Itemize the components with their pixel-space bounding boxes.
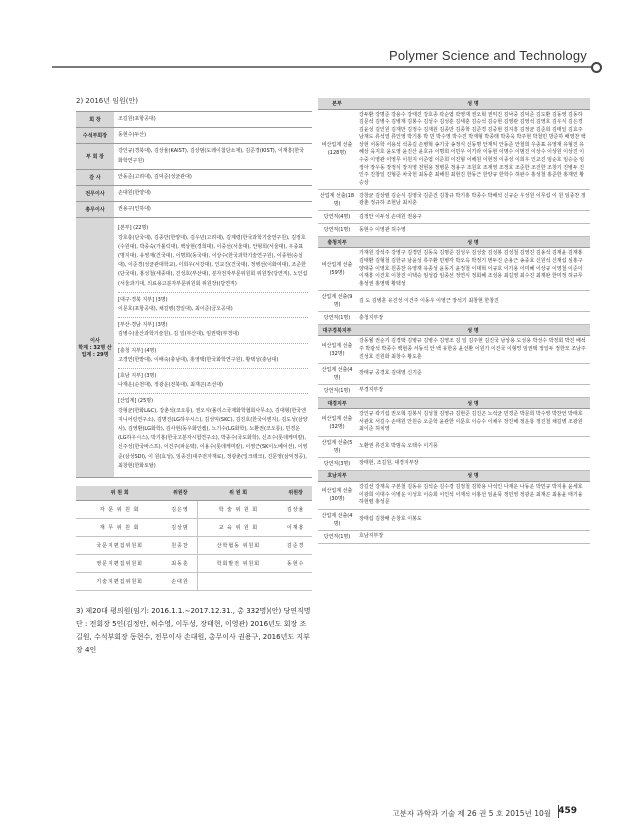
committee-chair: 김준경 [279, 536, 312, 554]
council-category: 당연직(1명) [318, 312, 356, 325]
council-category: 산업계 선출(4명) [318, 509, 356, 530]
council-names: 동현수 이영관 허수영 [356, 224, 590, 237]
council-names: 김정안 이두성 손대원 권용구 [356, 211, 590, 224]
council-header-row [318, 325, 590, 336]
directors-group-head: [부산·경남 지부] (3명) [118, 322, 168, 329]
council-names: 강길선 강재욱 구본철 김동유 김석순 김수경 김정철 김학용 나석인 나재운 나동운 박민규 박지용 윤세호 이광희 이대수 이병운 이성호 이승희 이인석 이재석 이홍선 임윤묵 정민영 정광운 최재곤 최용윤 태기융 하현렬 홍성문 [356, 481, 590, 509]
committee-name: 산학협동 위원회 [197, 536, 279, 554]
directors-group [118, 369, 308, 394]
council-row [318, 190, 590, 211]
council-row [318, 291, 590, 312]
committee-name: 교 육 위 원 회 [197, 518, 279, 536]
directors-group-head: [대구·경북 지부] (3명) [118, 296, 168, 303]
council-row [318, 530, 590, 543]
council-names: 장태섭 김창배 손창호 이봉도 [356, 509, 590, 530]
committee-chair [279, 572, 312, 590]
officer-row [76, 202, 312, 218]
directors-group [118, 394, 308, 474]
officer-label: 감 사 [76, 169, 114, 185]
directors-group [118, 221, 308, 292]
committee-header: 위 원 회 [197, 486, 279, 500]
council-names-header: 성 명 [356, 325, 590, 336]
directors-group-names: 이문호(포항공대), 채길병(경일대), 최이준(금오공대) [118, 306, 233, 313]
officer-row [76, 128, 312, 144]
footnote: 3) 제20대 평의원(임기: 2016.1.1.∼2017.12.31., 총 332명)(안) 당연직명단 : 전회장 5인(김정안, 허수영, 이두성, 장태현, 이영관) 2016년도 회장 조길원, 수석부회장 동현수, 전무이사 손대원, 총무이사 권용구, 2016년도 지부장 4인 [76, 606, 311, 654]
council-header-row [318, 470, 590, 481]
committee-name: 기술지편집위원회 [76, 572, 163, 590]
council-row [318, 385, 590, 398]
council-names: 장태규 공경호 김대영 신기준 [356, 364, 590, 385]
directors-group-head: [산업계] (25명) [118, 398, 154, 405]
committee-chair: 김상범 [163, 518, 197, 536]
page-footer: 고분자 과학과 기술 제 26 권 5 호 2015년 10월 [392, 809, 551, 818]
committee-row [76, 554, 312, 572]
council-names: 김 도 김병훈 유진성 이건주 이동우 이영근 장석기 최창현 한창진 [356, 291, 590, 312]
council-names: 충청지부장 [356, 312, 590, 325]
council-names: 강인규 곽기섭 권오혁 김봉식 김성철 김영규 김현준 김진곤 노석균 민경준 박문희 박수영 박찬언 박태호 서관호 서길수 손태원 안원승 오준학 윤관한 이문호 이승수 이채우 장진해 정운룡 정진철 채길병 조광원 최이준 허치영 [356, 409, 590, 437]
council-row [318, 336, 590, 364]
council-row [318, 312, 590, 325]
committee-row [76, 572, 312, 590]
officer-label: 부 회 장 [76, 144, 114, 169]
section-title: 2) 2016년 임원(안) [76, 97, 138, 105]
directors-group-names: 나재운(순천대), 정광운(전북대), 최재곤(조선대) [118, 382, 224, 389]
directors-group-head: [본부] (22명) [118, 225, 149, 232]
officer-value: 손대원(한양대) [114, 186, 312, 202]
council-row [318, 481, 590, 509]
council-region-header: 대경지부 [318, 398, 356, 409]
council-category: 당연직(4명) [318, 211, 356, 224]
council-region-header: 호남지부 [318, 470, 356, 481]
committee-table [76, 486, 312, 591]
directors-label-bottom: 학계 : 32명 산업계 : 29명 [78, 345, 112, 359]
council-category: 비산업계 선출(32명) [318, 336, 356, 364]
officers-table [76, 111, 312, 478]
council-category: 당연직(3명) [318, 457, 356, 470]
committee-header: 위원장 [279, 486, 312, 500]
committee-name: 재 무 위 원 회 [76, 518, 163, 536]
council-category: 비산업계 선출(59명) [318, 248, 356, 291]
officer-row [76, 144, 312, 169]
council-category: 비산업계 선출(30명) [318, 481, 356, 509]
council-names: 장태현, 조길원, 대경지부장 [356, 457, 590, 470]
directors-group-head: [충청 지부] (4명) [118, 347, 157, 354]
committee-row [76, 518, 312, 536]
council-category: 당연직(1명) [318, 385, 356, 398]
officer-row [76, 186, 312, 202]
council-table [318, 98, 590, 544]
council-region-header: 본부 [318, 98, 356, 109]
officer-row [76, 169, 312, 185]
council-region-header: 대구경북지부 [318, 325, 356, 336]
council-row [318, 436, 590, 457]
committee-chair: 동현수 [279, 554, 312, 572]
council-category: 산업계 선출(5명) [318, 436, 356, 457]
council-row [318, 509, 590, 530]
committee-row [76, 500, 312, 518]
officer-value: 동현수(두산) [114, 128, 312, 144]
council-category: 당연직(1명) [318, 530, 356, 543]
officer-label: 수석부회장 [76, 128, 114, 144]
council-row [318, 109, 590, 190]
council-category: 당연직(1명) [318, 224, 356, 237]
running-head: Polymer Science and Technology [389, 48, 587, 63]
council-names: 호남지부장 [356, 530, 590, 543]
council-row [318, 248, 590, 291]
committee-name: 학회발전 위원회 [197, 554, 279, 572]
council-names-header: 성 명 [356, 98, 590, 109]
committee-header: 위원장 [163, 486, 197, 500]
officer-value: 강인규(경북대), 김상율(KAIST), 김상범(도레이첨단소재), 김준경(KIST), 이재흥(한국화학연구원) [114, 144, 312, 169]
officer-row [76, 112, 312, 128]
header-rule [52, 66, 600, 68]
directors-group-names: 김병수(울산과학기술원), 김 일(부산대), 임권택(부경대) [118, 331, 240, 338]
council-names-header: 성 명 [356, 470, 590, 481]
left-column [76, 96, 312, 657]
committee-chair: 손대원 [163, 572, 197, 590]
officer-label: 전무이사 [76, 186, 114, 202]
committee-chair: 최동훈 [163, 554, 197, 572]
council-row [318, 211, 590, 224]
officer-value: 조길원(포항공대) [114, 112, 312, 128]
council-row [318, 409, 590, 437]
council-names: 강동월 권순기 김경택 김병규 김병수 김영조 김 일 김주현 김진국 남상용 도성용 박성수 박정회 박진 배석주 박광석 박종수 백현종 서동석 안 백 유한웅 윤선환 이원기 이진국 이형밍 임권택 정일두 정한모 조남주 진성호 진원화 최창수 황도훈 [356, 336, 590, 364]
council-header-row [318, 398, 590, 409]
council-names: 부경지부장 [356, 385, 590, 398]
council-row [318, 224, 590, 237]
directors-group-names: 강형균(한화L&C), 강춘석(코오롱), 권오식(폴리스국제화학협회사무소), 김대형(한국엔지니어링연구소), 김명진(LG하우시스), 김성익(SKC), 김진호(한국이엔지), 김도성(삼양사), 김영환(LG화학), 김사현(동우화인켐), 노기수(LG화학), 노환권(코오롱), 민경운(LG하우시스), 박기홍(한국고분자시험연구소), 박종수(국도화학), 신조수(롯데케미칼), 신주성(한국바스프), 이건주(파운텍), 이용수(롯데케미칼), 이영근(SK이노베이션), 이영준(삼성SDI), 이 원(효성), 임종진(대주전자재료), 정광춘(잉크테크), 진문영(삼익정공), 최창현(한화토탈) [118, 407, 308, 469]
council-category: 산업계 선출(9명) [318, 291, 356, 312]
committee-name: 자 문 위 원 회 [76, 500, 163, 518]
council-region-header: 충청지부 [318, 237, 356, 248]
council-row [318, 364, 590, 385]
officer-label: 총무이사 [76, 202, 114, 218]
page-number: 459 [558, 806, 577, 816]
council-category: 산업계 선출(18명) [318, 190, 356, 211]
committee-name: 영문지편집위원회 [76, 554, 163, 572]
committee-name [197, 572, 279, 590]
committee-chair: 이재흥 [279, 518, 312, 536]
council-category: 산업계 선출(4명) [318, 364, 356, 385]
officer-value: 권용구(인하대) [114, 202, 312, 218]
directors-value [114, 218, 312, 478]
committee-name: 학 술 위 원 회 [197, 500, 279, 518]
council-names: 노환권 류진호 박범욱 오택수 이기풍 [356, 436, 590, 457]
directors-group-names: 강호충(단국대), 김종만(한양대), 김우년(고려대), 김계령(한국과학기술연구원), 김정호(수원대), 박종숙(가톨릭대), 백상현(경희대), 이중선(서울대), 안형희(서울대), 우종표(명지대), 유영재(건국대), 이명희(동국대), 이상수(한국과학기술연구원), 이종현(숭실대), 이준경(성균관대학교), 이희우(서강대), 인교진(건국대), 정병선(이화여대), 조준한(단국대), 홍성철(세종대), 진성호(부산대), 분자전자부문위원회 위원장(당연직), 노인섭(서울과기대, 의료용고분자부문위원회 위원장)(당연직) [118, 234, 308, 287]
directors-label [76, 218, 114, 478]
officer-label: 회 장 [76, 112, 114, 128]
council-names: 강창균 김상렬 김순식 김영국 김준건 김창규 박기홍 박종수 박해석 신규순 우성원 이무섭 이 원 임종찬 정광춘 정규하 조현남 최치훈 [356, 190, 590, 211]
committee-row [76, 536, 312, 554]
committee-name: 국문지편집위원회 [76, 536, 163, 554]
council-category: 비산업계 선출(128명) [318, 109, 356, 190]
committee-header: 위 원 회 [76, 486, 163, 500]
council-names-header: 성 명 [356, 398, 590, 409]
committee-chair: 김은영 [163, 500, 197, 518]
header-circle-icon [591, 62, 602, 73]
directors-group-head: [호남 지부] (3명) [118, 373, 157, 380]
officer-value: 안동준(고려대), 김덕준(성균관대) [114, 169, 312, 185]
council-header-row [318, 237, 590, 248]
committee-chair: 원종찬 [163, 536, 197, 554]
directors-group [118, 318, 308, 343]
council-row [318, 457, 590, 470]
directors-label-top: 이사 [90, 338, 100, 345]
council-names-header: 성 명 [356, 237, 590, 248]
directors-group [118, 344, 308, 369]
council-names: 강두환 강명준 강용수 강태진 강호종 곽순엽 곽영재 권오혁 권익진 김낙중 김덕준 김도환 김동영 김동하 김문석 김병수 김병재 김봉수 김성수 김성훈 김세훈 김승석 김승현 김영관 김영석 김영호 김우식 김은경 김윤성 김인원 김재만 김정수 김재원 김종만 김종학 김준경 김중현 김지흥 김정균 김준희 김태일 김효주 남재도 류석열 류인영 박기홍 박 민 박수영 박수진 박재형 박종래 박종욱 박주현 박철민 방준하 배영찬 백상현 서동학 서용석 석종길 손병혁 송기국 송정식 신동명 안재익 안동준 안철희 우종표 유영재 유형진 유혜상 육지호 윤도영 윤진산 윤호규 이명희 이민우 이기라 이동현 이명수 이범진 이상수 이상원 이상진 이수중 이영관 이영무 이원지 이준엽 이준희 이진형 이해원 이현정 이종성 이희우 인교진 임순호 임승순 임정아 장우동 장정식 장지영 전현용 정병문 정용구 조원호 조재영 조정호 조준한 조진한 조창기 진병두 진인주 진창일 진형준 차국헌 최동훈 최해원 최현진 한동근 한양규 한학수 허완수 홍성철 홍준한 홍재민 황승상 [356, 109, 590, 190]
council-header-row [318, 98, 590, 109]
committee-chair: 김상율 [279, 500, 312, 518]
directors-group [118, 293, 308, 318]
directors-group-names: 고경연(한밭대), 이배숙(충남대), 홍영택(한국화학연구원), 황택성(충남대) [118, 356, 279, 363]
directors-row [76, 218, 312, 478]
council-category: 비산업계 선출(32명) [318, 409, 356, 437]
right-column [318, 98, 590, 544]
council-names: 가재원 강석주 강영구 김경민 김동욱 김명준 김성우 김성술 김성봉 김성철 김영진 김용석 김재윤 김재홍 김태환 김형철 김한규 남윤성 류주환 민병각 박오옥 박정기 변두진 손용근 송종호 신원석 신재섭 심홍구 양대중 이영호 원종찬 유영재 유종성 윤동기 윤정철 이대혁 이규호 이기용 이미혜 이상규 이영철 이준이 이재흥 이진호 이창진 이택승 임성갑 임종선 정연식 정회혜 조성용 최길영 최수진 최재완 한미정 허규무 홍성권 홍영택 황택성 [356, 248, 590, 291]
